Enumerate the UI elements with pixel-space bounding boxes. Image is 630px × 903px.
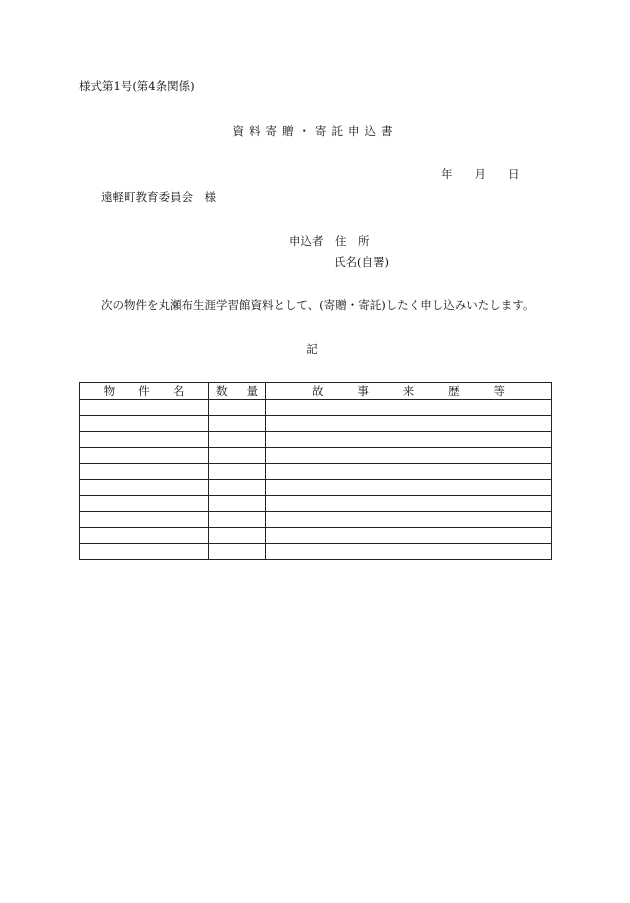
table-row	[80, 432, 552, 448]
cell-quantity[interactable]	[209, 544, 266, 560]
table-row	[80, 464, 552, 480]
items-body	[80, 400, 552, 560]
table-row	[80, 496, 552, 512]
cell-item-name[interactable]	[80, 528, 209, 544]
items-table	[79, 382, 552, 560]
table-row	[80, 480, 552, 496]
day-label: 日	[508, 167, 520, 181]
cell-item-name[interactable]	[80, 464, 209, 480]
cell-item-name[interactable]	[80, 512, 209, 528]
form-number: 様式第1号(第4条関係)	[79, 79, 195, 93]
cell-quantity[interactable]	[209, 480, 266, 496]
header-quantity: 数 量	[209, 383, 266, 400]
cell-item-name[interactable]	[80, 448, 209, 464]
cell-history[interactable]	[266, 512, 552, 528]
table-header-row	[80, 383, 552, 400]
cell-item-name[interactable]	[80, 496, 209, 512]
cell-history[interactable]	[266, 432, 552, 448]
ki-mark: 記	[306, 342, 318, 356]
header-item-name: 物 件 名	[80, 383, 209, 400]
cell-quantity[interactable]	[209, 464, 266, 480]
document-title: 資料寄贈・寄託申込書	[232, 124, 398, 138]
table-row	[80, 448, 552, 464]
cell-quantity[interactable]	[209, 432, 266, 448]
header-history: 故 事 来 歴 等	[266, 383, 552, 400]
table-row	[80, 528, 552, 544]
cell-history[interactable]	[266, 480, 552, 496]
cell-history[interactable]	[266, 448, 552, 464]
cell-quantity[interactable]	[209, 496, 266, 512]
cell-quantity[interactable]	[209, 416, 266, 432]
cell-history[interactable]	[266, 400, 552, 416]
recipient: 遠軽町教育委員会 様	[101, 190, 216, 204]
cell-history[interactable]	[266, 416, 552, 432]
month-label: 月	[474, 167, 486, 181]
applicant-name-label: 氏名(自署)	[334, 255, 389, 269]
cell-item-name[interactable]	[80, 416, 209, 432]
year-label: 年	[441, 167, 453, 181]
body-text: 次の物件を丸瀬布生涯学習館資料として、(寄贈・寄託)したく申し込みいたします。	[101, 298, 535, 312]
cell-quantity[interactable]	[209, 448, 266, 464]
cell-history[interactable]	[266, 544, 552, 560]
cell-history[interactable]	[266, 528, 552, 544]
cell-quantity[interactable]	[209, 512, 266, 528]
cell-quantity[interactable]	[209, 400, 266, 416]
cell-item-name[interactable]	[80, 400, 209, 416]
cell-history[interactable]	[266, 464, 552, 480]
cell-quantity[interactable]	[209, 528, 266, 544]
table-row	[80, 512, 552, 528]
date-line	[441, 169, 520, 181]
cell-item-name[interactable]	[80, 480, 209, 496]
table-row	[80, 416, 552, 432]
applicant-address-label: 申込者 住 所	[289, 234, 370, 248]
cell-history[interactable]	[266, 496, 552, 512]
cell-item-name[interactable]	[80, 432, 209, 448]
table-row	[80, 544, 552, 560]
table-row	[80, 400, 552, 416]
cell-item-name[interactable]	[80, 544, 209, 560]
